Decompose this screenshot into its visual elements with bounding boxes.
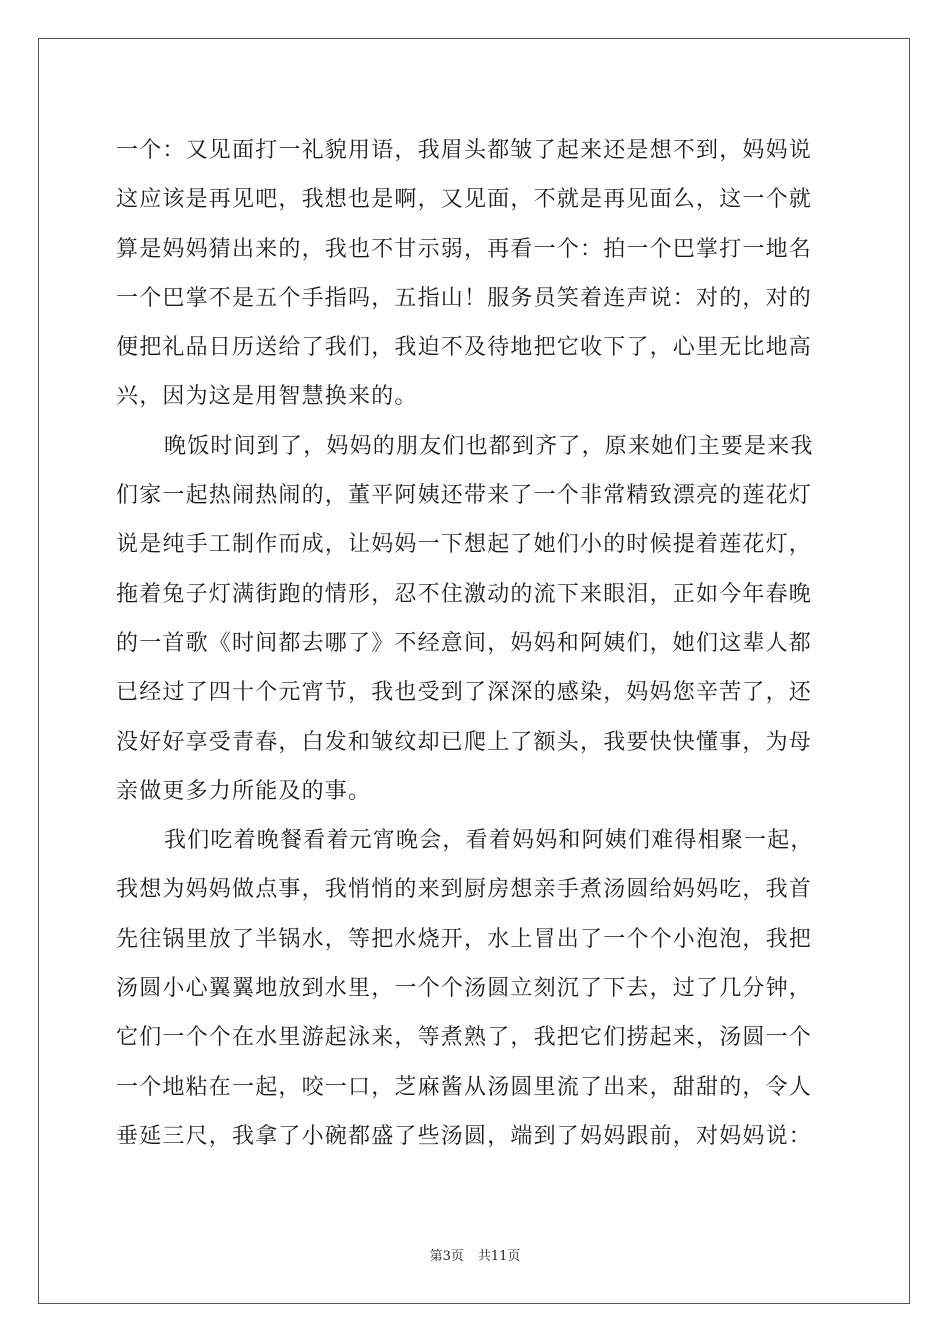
text-line: 这应该是再见吧，我想也是啊，又见面，不就是再见面么，这一个就 bbox=[116, 187, 813, 213]
text-line: 们家一起热闹热闹的，董平阿姨还带来了一个非常精致漂亮的莲花灯 bbox=[116, 483, 813, 509]
paragraph-start-line: 晚饭时间到了，妈妈的朋友们也都到齐了，原来她们主要是来我 bbox=[164, 433, 814, 459]
text-line: 的一首歌《时间都去哪了》不经意间，妈妈和阿姨们，她们这辈人都 bbox=[116, 630, 813, 656]
text-line: 我想为妈妈做点事，我悄悄的来到厨房想亲手煮汤圆给妈妈吃，我首 bbox=[116, 877, 813, 903]
text-line: 汤圆小心翼翼地放到水里，一个个汤圆立刻沉了下去，过了几分钟， bbox=[116, 976, 813, 1002]
text-line: 已经过了四十个元宵节，我也受到了深深的感染，妈妈您辛苦了，还 bbox=[116, 680, 813, 706]
text-line: 一个巴掌不是五个手指吗，五指山！服务员笑着连声说：对的，对的 bbox=[116, 285, 813, 311]
text-line: 拖着兔子灯满街跑的情形，忍不住激动的流下来眼泪，正如今年春晚 bbox=[116, 581, 813, 607]
text-line: 亲做更多力所能及的事。 bbox=[116, 778, 372, 804]
text-line: 说是纯手工制作而成，让妈妈一下想起了她们小的时候提着莲花灯， bbox=[116, 532, 813, 558]
text-line: 先往锅里放了半锅水，等把水烧开，水上冒出了一个个小泡泡，我把 bbox=[116, 926, 813, 952]
text-line: 便把礼品日历送给了我们，我迫不及待地把它收下了，心里无比地高 bbox=[116, 335, 813, 361]
document-body bbox=[116, 126, 836, 1161]
text-line: 没好好享受青春，白发和皱纹却已爬上了额头，我要快快懂事，为母 bbox=[116, 729, 813, 755]
text-line: 一个：又见面打一礼貌用语，我眉头都皱了起来还是想不到，妈妈说 bbox=[116, 138, 813, 163]
page-footer bbox=[0, 1245, 950, 1264]
text-line: 它们一个个在水里游起泳来，等煮熟了，我把它们捞起来，汤圆一个 bbox=[116, 1025, 813, 1051]
text-line: 兴，因为这是用智慧换来的。 bbox=[116, 384, 418, 410]
page-number: 第3页 bbox=[429, 1249, 464, 1264]
paragraph-start-line: 我们吃着晚餐看着元宵晚会，看着妈妈和阿姨们难得相聚一起， bbox=[164, 828, 814, 854]
text-line: 一个地粘在一起，咬一口，芝麻酱从汤圆里流了出来，甜甜的，令人 bbox=[116, 1074, 813, 1100]
text-line: 垂延三尺，我拿了小碗都盛了些汤圆，端到了妈妈跟前，对妈妈说： bbox=[116, 1123, 813, 1149]
text-line: 算是妈妈猜出来的，我也不甘示弱，再看一个：拍一个巴掌打一地名 bbox=[116, 236, 813, 262]
page-total: 共11页 bbox=[477, 1249, 521, 1264]
